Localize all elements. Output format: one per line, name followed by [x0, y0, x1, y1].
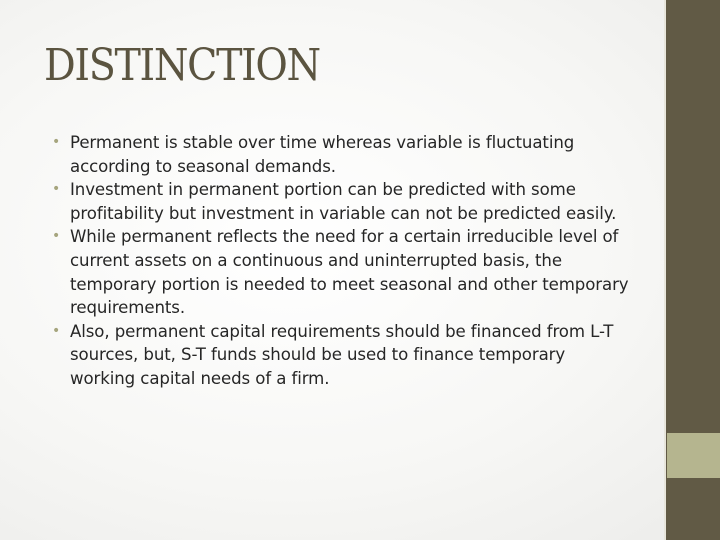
bullet-text: Also, permanent capital requirements should be financed from L-T sources, but, S-T funds should be used to finance temporary working capital needs of a firm. [70, 321, 614, 388]
bullet-item [52, 225, 632, 319]
bullet-text: Investment in permanent portion can be predicted with some profitability but investment in variable can not be predicted easily. [70, 180, 617, 223]
bullet-icon: • [52, 322, 61, 339]
bullet-list [52, 131, 632, 391]
slide-title: DISTINCTION [44, 40, 320, 91]
bullet-item [52, 320, 632, 391]
bullet-text: Permanent is stable over time whereas variable is fluctuating according to seasonal demands. [70, 133, 575, 176]
bullet-icon: • [52, 181, 61, 198]
sidebar-accent-block [667, 433, 720, 478]
bullet-item [52, 178, 632, 225]
bullet-text: While permanent reflects the need for a certain irreducible level of current assets on a continuous and uninterrupted basis, the temporary portion is needed to meet seasonal and other temporary requirements. [70, 227, 629, 318]
bullet-icon: • [52, 134, 61, 150]
bullet-item [52, 131, 632, 178]
bullet-icon: • [52, 228, 61, 245]
